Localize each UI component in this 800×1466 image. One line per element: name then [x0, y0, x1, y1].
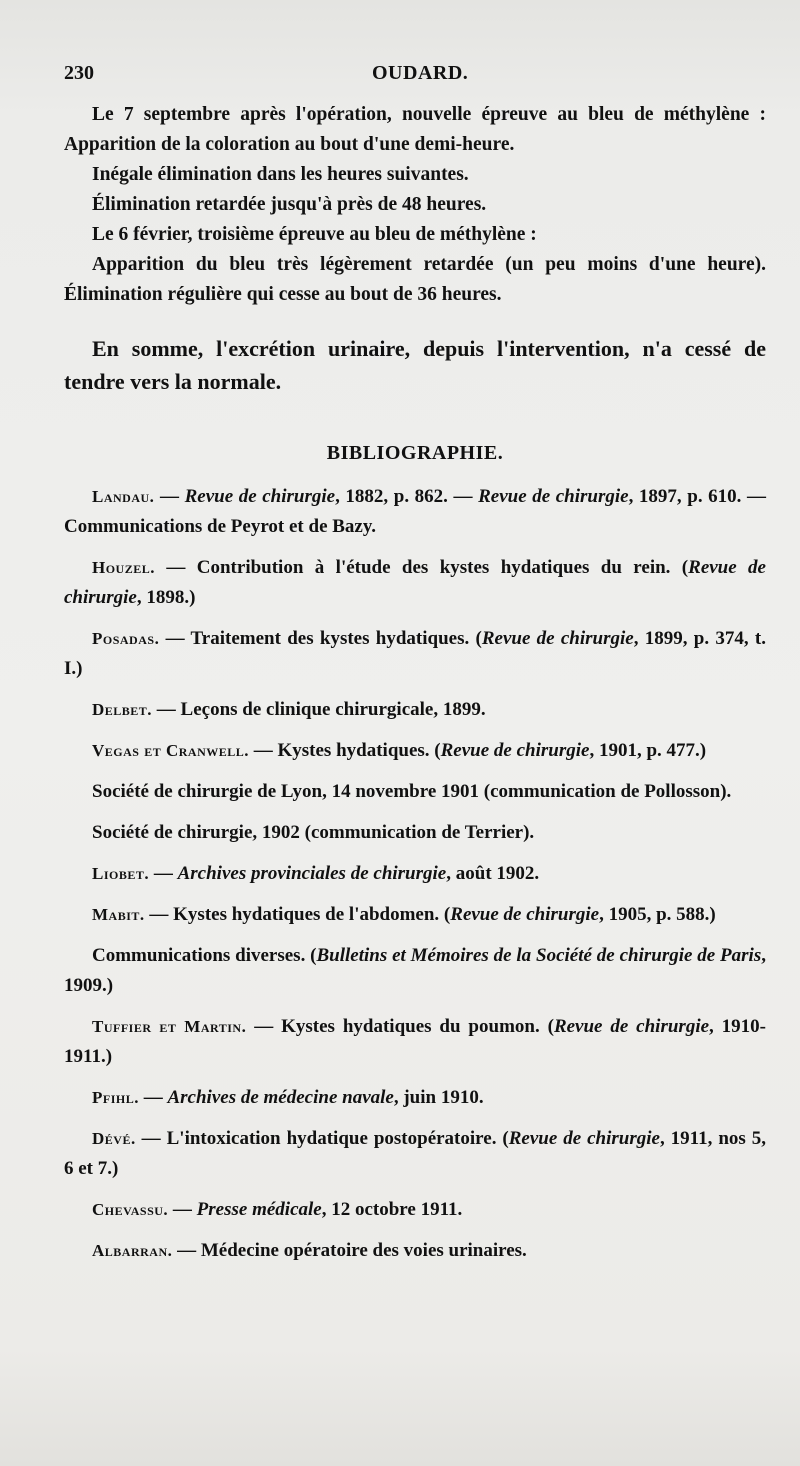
entry-journal: Presse médicale: [196, 1199, 322, 1220]
entry-author: Liobet.: [92, 864, 150, 883]
summary-paragraph: En somme, l'excrétion urinaire, depuis l'intervention, n'a cessé de tendre vers la normale.: [64, 336, 766, 394]
entry-text: , 1910-1911.): [64, 1016, 766, 1067]
entry-author: Vegas et Cranwell.: [92, 741, 249, 760]
entry-journal: Archives de médecine navale: [167, 1087, 394, 1108]
entry-author: Dévé.: [92, 1129, 136, 1148]
paragraph: Le 6 février, troisième épreuve au bleu de méthylène :: [92, 224, 537, 245]
bibliography-entry: [64, 1012, 766, 1072]
bibliography-entry: [64, 1236, 766, 1266]
entry-text: , juin 1910.: [393, 1087, 484, 1108]
bibliography-list: [64, 482, 766, 1266]
entry-text: —: [149, 863, 178, 884]
bibliography-entry: [64, 736, 766, 766]
bibliography-entry: [64, 900, 766, 930]
entry-author: Landau.: [92, 487, 155, 506]
bibliography-entry: [64, 859, 766, 889]
entry-journal: Revue de chirurgie: [450, 904, 600, 925]
entry-journal: Revue de chirurgie: [478, 486, 629, 507]
page-header: [64, 62, 760, 90]
entry-text: — Traitement des kystes hydatiques. (: [159, 628, 482, 649]
bibliography-entry: [64, 695, 766, 725]
entry-text: , 12 octobre 1911.: [321, 1199, 463, 1220]
paragraph: Apparition du bleu très légèrement retardée (un peu moins d'une heure). Élimination régulière qui cesse au bout de 36 heures.: [64, 254, 766, 305]
entry-author: Mabit.: [92, 905, 145, 924]
entry-text: — Contribution à l'étude des kystes hydatiques du rein. (: [155, 557, 689, 578]
entry-text: , 1882, p. 862. —: [335, 486, 479, 507]
entry-text: — Kystes hydatiques du poumon. (: [246, 1016, 554, 1037]
entry-journal: Revue de chirurgie: [508, 1128, 660, 1149]
entry-journal: Archives provinciales de chirurgie: [177, 863, 447, 884]
entry-text: Société de chirurgie, 1902 (communication de Terrier).: [92, 822, 535, 843]
paragraph: Inégale élimination dans les heures suivantes.: [92, 164, 469, 185]
entry-author: Delbet.: [92, 700, 153, 719]
bibliography-entry: [64, 624, 766, 684]
entry-text: —: [154, 486, 185, 507]
entry-text: —: [168, 1199, 197, 1220]
entry-text: , 1909.): [64, 945, 766, 996]
entry-journal: Revue de chirurgie: [64, 557, 766, 608]
bibliography-entry: [64, 777, 766, 807]
entry-text: , 1911, nos 5, 6 et 7.): [64, 1128, 766, 1179]
bibliography-entry: [64, 482, 766, 542]
entry-author: Albarran.: [92, 1241, 173, 1260]
entry-journal: Revue de chirurgie: [553, 1016, 710, 1037]
bibliography-entry: [64, 1083, 766, 1113]
entry-text: Société de chirurgie de Lyon, 14 novembre 1901 (communication de Pollosson).: [92, 781, 732, 802]
entry-text: — Kystes hydatiques de l'abdomen. (: [144, 904, 451, 925]
bibliography-entry: [64, 818, 766, 848]
entry-text: — Médecine opératoire des voies urinaires.: [172, 1240, 527, 1261]
entry-journal: Bulletins et Mémoires de la Société de chirurgie de Paris: [316, 945, 762, 966]
page-body: [64, 100, 766, 1277]
entry-author: Posadas.: [92, 629, 160, 648]
bibliography-entry: [64, 553, 766, 613]
entry-text: — L'intoxication hydatique postopératoire. (: [135, 1128, 509, 1149]
entry-text: , 1905, p. 588.): [599, 904, 716, 925]
entry-author: Chevassu.: [92, 1200, 169, 1219]
bibliography-entry: [64, 941, 766, 1001]
entry-text: , août 1902.: [446, 863, 540, 884]
running-title: OUDARD.: [372, 62, 469, 84]
entry-journal: Revue de chirurgie: [440, 740, 590, 761]
entry-text: —: [138, 1087, 168, 1108]
entry-text: — Leçons de clinique chirurgicale, 1899.: [152, 699, 486, 720]
bibliography-entry: [64, 1124, 766, 1184]
paragraph: Élimination retardée jusqu'à près de 48 heures.: [92, 194, 487, 215]
page-number: 230: [64, 62, 94, 84]
bibliography-title: BIBLIOGRAPHIE.: [326, 442, 504, 464]
entry-text: , 1901, p. 477.): [589, 740, 707, 761]
paragraph: Le 7 septembre après l'opération, nouvelle épreuve au bleu de méthylène : Apparition de la coloration au bout d'une demi-heure.: [64, 104, 766, 155]
entry-text: Communications diverses. (: [92, 945, 317, 966]
entry-text: , 1898.): [136, 587, 196, 608]
entry-journal: Revue de chirurgie: [481, 628, 634, 649]
entry-journal: Revue de chirurgie: [184, 486, 336, 507]
entry-author: Tuffier et Martin.: [92, 1017, 247, 1036]
entry-author: Pfihl.: [92, 1088, 139, 1107]
bibliography-entry: [64, 1195, 766, 1225]
entry-text: , 1899, p. 374, t. I.): [64, 628, 766, 679]
entry-text: , 1897, p. 610. — Communications de Peyrot et de Bazy.: [64, 486, 766, 537]
entry-author: Houzel.: [92, 558, 155, 577]
entry-text: — Kystes hydatiques. (: [249, 740, 441, 761]
